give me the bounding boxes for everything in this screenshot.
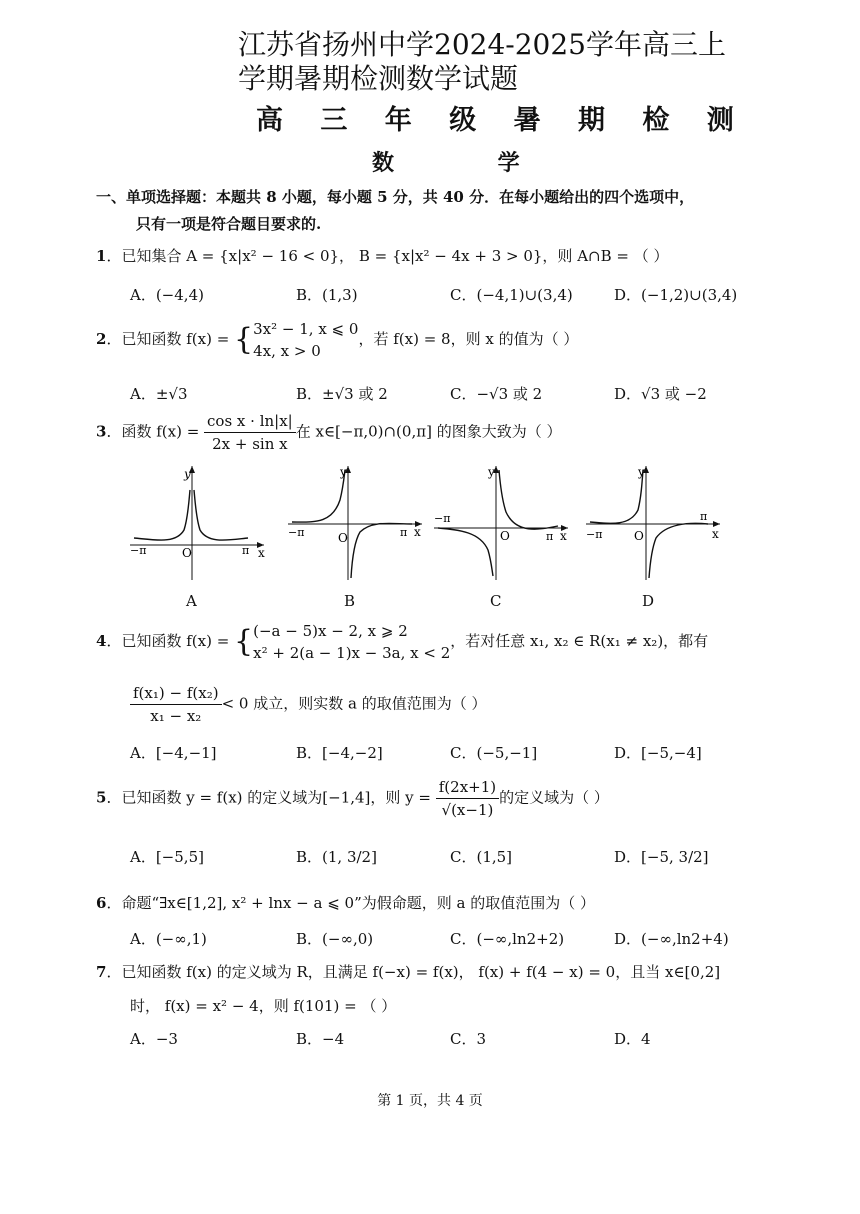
option-b[interactable]: B．±√3 或 2	[296, 385, 388, 403]
graph-c[interactable]	[430, 460, 570, 585]
brace: {	[234, 322, 254, 357]
question-number: 7	[96, 963, 107, 981]
option-c[interactable]: C．(−5,−1]	[450, 744, 538, 762]
page-footer: 第 1 页，共 4 页	[377, 1093, 483, 1109]
exam-grade-title: 高 三 年 级 暑 期 检 测	[256, 105, 748, 136]
question-2	[96, 318, 578, 362]
case-1: 3x² − 1, x ⩽ 0	[253, 320, 359, 338]
option-a[interactable]: A．(−∞,1)	[130, 930, 207, 948]
option-c[interactable]: C．(−4,1)∪(3,4)	[450, 286, 573, 304]
question-suffix: ，若对任意 x₁, x₂ ∈ R(x₁ ≠ x₂)，都有	[450, 632, 709, 650]
origin-label: O	[338, 531, 348, 545]
origin-label: O	[634, 529, 644, 543]
question-prefix: ．已知函数 f(x) =	[106, 632, 235, 650]
fraction	[436, 776, 499, 821]
numerator: f(x₁) − f(x₂)	[130, 682, 222, 705]
x-axis-label: x	[414, 525, 421, 539]
numerator: cos x · ln|x|	[204, 410, 296, 433]
question-number: 1	[96, 247, 107, 265]
question-text: ．已知集合 A = {x|x² − 16 < 0}， B = {x|x² − 4x + 3 > 0}，则 A∩B = （ ）	[106, 247, 669, 265]
question-7-line2: 时， f(x) = x² − 4，则 f(101) = （ ）	[130, 997, 397, 1015]
exam-title-line1: 江苏省扬州中学2024-2025学年高三上	[238, 28, 726, 61]
piecewise	[253, 318, 358, 362]
option-d[interactable]: D．[−5, 3/2]	[614, 848, 709, 866]
question-number: 2	[96, 330, 107, 348]
x-axis-label: x	[258, 546, 265, 560]
piecewise	[253, 620, 450, 664]
question-3	[96, 410, 561, 455]
option-d[interactable]: D．√3 或 −2	[614, 385, 707, 403]
graph-label-a: A	[186, 592, 197, 610]
x-axis-label: x	[560, 529, 567, 543]
option-c[interactable]: C．(1,5]	[450, 848, 513, 866]
neg-pi-label: −π	[586, 528, 603, 541]
section-line2: 只有一项是符合题目要求的.	[136, 215, 322, 233]
subject-title: 数 学	[372, 150, 568, 176]
y-axis-label: y	[184, 467, 191, 481]
pi-label: π	[546, 530, 554, 543]
case-2: x² + 2(a − 1)x − 3a, x < 2	[253, 644, 451, 662]
option-b[interactable]: B．−4	[296, 1030, 345, 1048]
graph-label-d: D	[642, 592, 655, 610]
pi-label: π	[242, 544, 250, 557]
question-number: 3	[96, 422, 107, 441]
option-b[interactable]: B．(1,3)	[296, 286, 358, 304]
case-1: (−a − 5)x − 2, x ⩾ 2	[253, 622, 408, 640]
origin-label: O	[500, 529, 510, 543]
question-suffix: < 0 成立，则实数 a 的取值范围为（ ）	[221, 694, 487, 713]
question-text: ．命题“∃x∈[1,2], x² + lnx − a ⩽ 0”为假命题，则 a 的取值范围为（ ）	[106, 894, 596, 912]
y-axis-label: y	[340, 465, 347, 479]
fraction	[130, 682, 222, 727]
case-2: 4x, x > 0	[253, 342, 321, 360]
section-heading	[96, 184, 796, 238]
question-suffix: ，若 f(x) = 8，则 x 的值为（ ）	[358, 330, 579, 348]
question-text: ．已知函数 f(x) 的定义域为 R，且满足 f(−x) = f(x)， f(x) + f(4 − x) = 0，且当 x∈[0,2]	[106, 963, 721, 981]
numerator: f(2x+1)	[436, 776, 499, 799]
question-1	[96, 244, 669, 268]
pi-label: π	[400, 526, 408, 539]
pi-label: π	[700, 510, 708, 523]
option-c[interactable]: C．3	[450, 1030, 487, 1048]
option-b[interactable]: B．(1, 3/2]	[296, 848, 377, 866]
graph-label-c: C	[490, 592, 502, 610]
option-d[interactable]: D．[−5,−4]	[614, 744, 702, 762]
neg-pi-label: −π	[130, 544, 147, 557]
option-a[interactable]: A．(−4,4)	[130, 286, 204, 304]
question-prefix: ．已知函数 y = f(x) 的定义域为[−1,4]，则 y =	[106, 788, 436, 807]
brace: {	[234, 624, 254, 659]
neg-pi-label: −π	[288, 526, 305, 539]
denominator: 2x + sin x	[212, 435, 288, 453]
question-7	[96, 960, 720, 984]
option-a[interactable]: A．±√3	[130, 385, 188, 403]
denominator: x₁ − x₂	[150, 707, 202, 725]
option-b[interactable]: B．(−∞,0)	[296, 930, 374, 948]
origin-label: O	[182, 546, 192, 560]
fraction	[204, 410, 296, 455]
graph-label-b: B	[344, 592, 356, 610]
graph-b[interactable]	[284, 460, 424, 585]
question-prefix: ．函数 f(x) =	[106, 422, 205, 441]
option-d[interactable]: D．(−1,2)∪(3,4)	[614, 286, 738, 304]
neg-pi-label: −π	[434, 512, 451, 525]
question-number: 5	[96, 788, 107, 807]
graph-d[interactable]	[582, 460, 722, 585]
question-5	[96, 776, 609, 821]
option-d[interactable]: D．(−∞,ln2+4)	[614, 930, 729, 948]
y-axis-label: y	[638, 465, 645, 479]
x-axis-label: x	[712, 527, 719, 541]
graph-a[interactable]	[126, 460, 266, 585]
option-b[interactable]: B．[−4,−2]	[296, 744, 383, 762]
y-axis-label: y	[488, 465, 495, 479]
question-suffix: 在 x∈[−π,0)∩(0,π] 的图象大致为（ ）	[295, 422, 562, 441]
question-prefix: ．已知函数 f(x) =	[106, 330, 235, 348]
denominator: √(x−1)	[441, 801, 494, 819]
question-4	[96, 620, 708, 664]
option-a[interactable]: A．−3	[130, 1030, 178, 1048]
question-suffix: 的定义域为（ ）	[499, 788, 609, 807]
section-line1: 一、单项选择题：本题共 8 小题，每小题 5 分，共 40 分．在每小题给出的四个选项中，	[96, 188, 695, 206]
exam-title-line2: 学期暑期检测数学试题	[238, 62, 519, 95]
question-6	[96, 891, 595, 915]
question-number: 4	[96, 632, 107, 650]
option-c[interactable]: C．−√3 或 2	[450, 385, 543, 403]
option-a[interactable]: A．[−5,5]	[130, 848, 204, 866]
option-d[interactable]: D．4	[614, 1030, 651, 1048]
question-number: 6	[96, 894, 107, 912]
question-4-line2	[130, 682, 486, 727]
option-a[interactable]: A．[−4,−1]	[130, 744, 217, 762]
option-c[interactable]: C．(−∞,ln2+2)	[450, 930, 565, 948]
